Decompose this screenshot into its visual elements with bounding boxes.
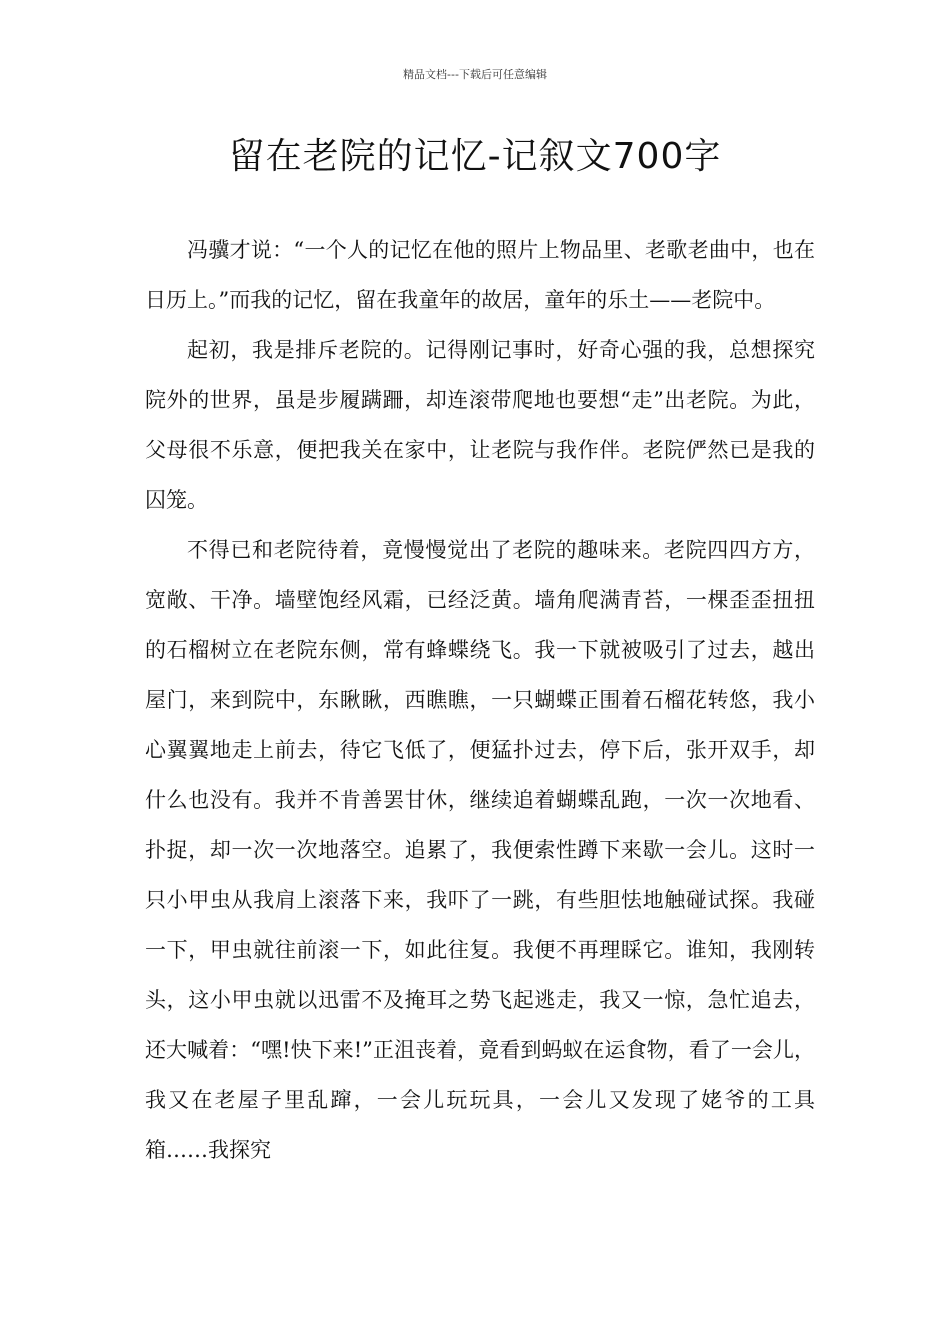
header-note: 精品文档---下载后可任意编辑 xyxy=(403,68,547,81)
essay-body xyxy=(145,225,815,1175)
paragraph-2: 起初，我是排斥老院的。记得刚记事时，好奇心强的我，总想探究院外的世界，虽是步履蹒跚，却连滚带爬地也要想“走”出老院。为此，父母很不乐意，便把我关在家中，让老院与我作伴。老院俨然已是我的囚笼。 xyxy=(145,338,815,512)
paragraph-3: 不得已和老院待着，竟慢慢觉出了老院的趣味来。老院四四方方，宽敞、干净。墙壁饱经风霜，已经泛黄。墙角爬满青苔，一棵歪歪扭扭的石榴树立在老院东侧，常有蜂蝶绕飞。我一下就被吸引了过去，越出屋门，来到院中，东瞅瞅，西瞧瞧，一只蝴蝶正围着石榴花转悠，我小心翼翼地走上前去，待它飞低了，便猛扑过去，停下后，张开双手，却什么也没有。我并不肯善罢甘休，继续追着蝴蝶乱跑，一次一次地看、扑捉，却一次一次地落空。追累了，我便索性蹲下来歇一会儿。这时一只小甲虫从我肩上滚落下来，我吓了一跳，有些胆怯地触碰试探。我碰一下，甲虫就往前滚一下，如此往复。我便不再理睬它。谁知，我刚转头，这小甲虫就以迅雷不及掩耳之势飞起逃走，我又一惊，急忙追去，还大喊着：“嘿!快下来!”正沮丧着，竟看到蚂蚁在运食物，看了一会儿，我又在老屋子里乱蹿，一会儿玩玩具，一会儿又发现了姥爷的工具箱……我探究 xyxy=(145,538,815,1162)
document-title: 留在老院的记忆-记叙文700字 xyxy=(228,136,722,177)
paragraph-1: 冯骥才说：“一个人的记忆在他的照片上物品里、老歌老曲中，也在日历上。”而我的记忆，留在我童年的故居，童年的乐土——老院中。 xyxy=(145,238,815,312)
